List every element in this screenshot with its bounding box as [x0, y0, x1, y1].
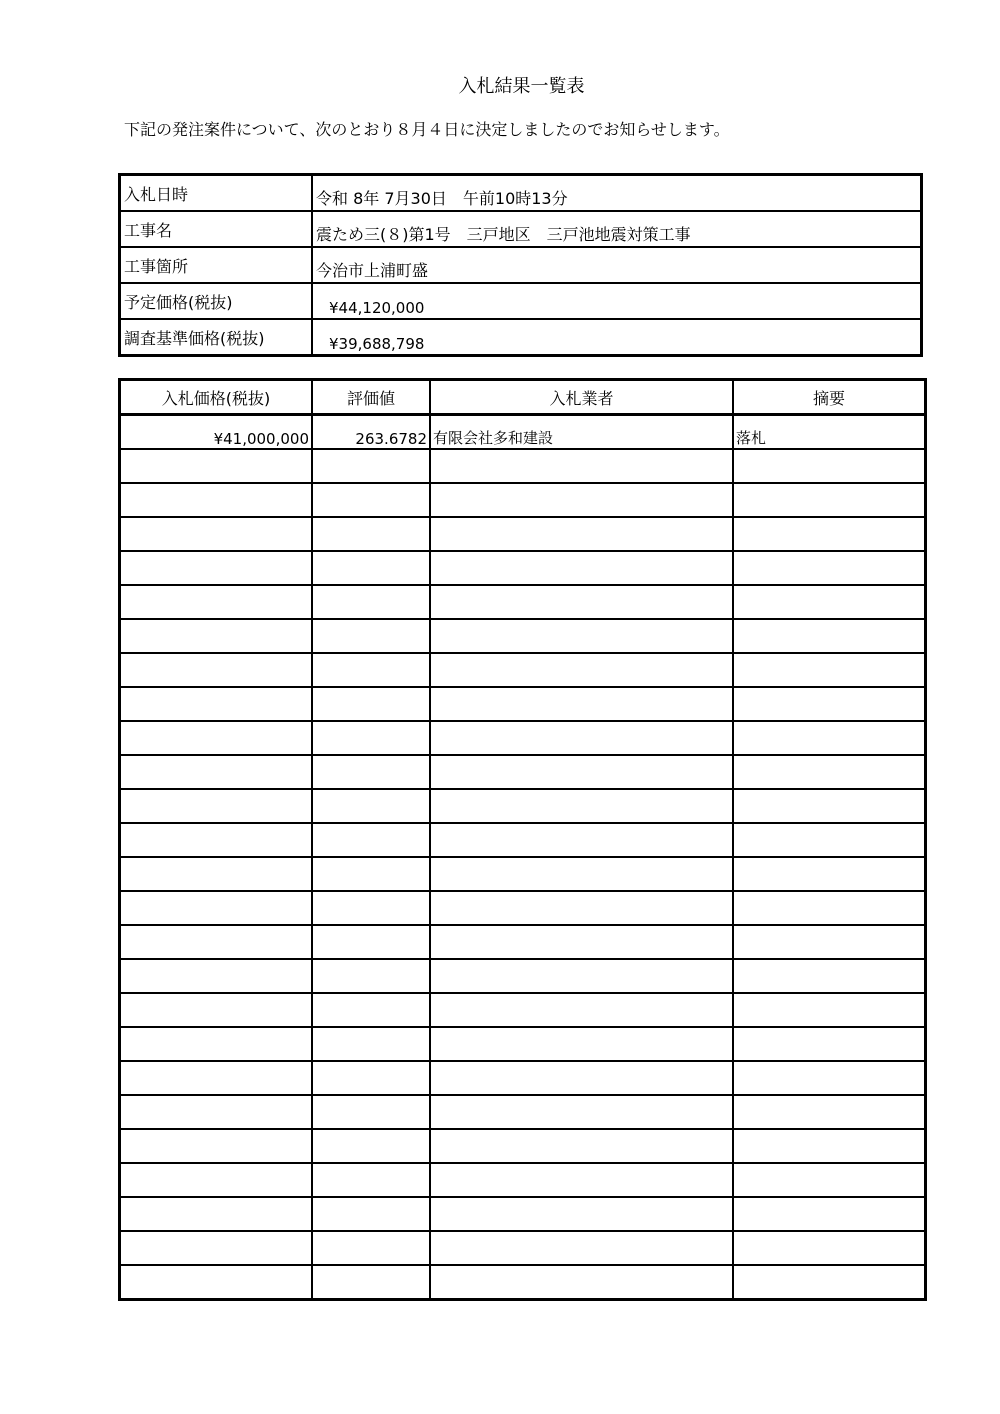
remarks-cell — [733, 993, 926, 1027]
bidder-cell — [430, 483, 733, 517]
remarks-cell — [733, 619, 926, 653]
remarks-cell — [733, 551, 926, 585]
bidder-cell — [430, 619, 733, 653]
bidder-cell — [430, 823, 733, 857]
score-cell — [312, 1163, 430, 1197]
bidder-cell — [430, 517, 733, 551]
page-title: 入札結果一覧表 — [458, 76, 585, 97]
info-row-project-name — [120, 211, 922, 247]
bid-price-cell — [120, 687, 313, 721]
bid-price-cell — [120, 1027, 313, 1061]
score-cell — [312, 1197, 430, 1231]
score-cell — [312, 449, 430, 483]
score-cell — [312, 755, 430, 789]
remarks-cell — [733, 653, 926, 687]
bid-price-cell — [120, 517, 313, 551]
table-row-empty — [120, 789, 926, 823]
remarks-cell — [733, 449, 926, 483]
score-cell — [312, 1265, 430, 1300]
remarks-cell — [733, 1197, 926, 1231]
remarks-cell — [733, 1129, 926, 1163]
bid-results-table — [118, 378, 927, 1301]
score-cell — [312, 789, 430, 823]
score-cell — [312, 483, 430, 517]
table-row-empty — [120, 619, 926, 653]
remarks-cell — [733, 755, 926, 789]
table-row-empty — [120, 1231, 926, 1265]
info-value: 令和 8年 7月30日 午前10時13分 — [312, 175, 922, 212]
info-row-base-price — [120, 319, 922, 356]
bidder-cell — [430, 449, 733, 483]
bid-price-cell — [120, 1061, 313, 1095]
score-cell — [312, 551, 430, 585]
score-cell — [312, 687, 430, 721]
bidder-cell — [430, 993, 733, 1027]
table-row-empty — [120, 721, 926, 755]
score-cell — [312, 619, 430, 653]
bid-price-cell — [120, 993, 313, 1027]
bid-price-cell — [120, 721, 313, 755]
info-row-planned-price — [120, 283, 922, 319]
remarks-cell — [733, 925, 926, 959]
remarks-cell — [733, 585, 926, 619]
score-cell — [312, 1095, 430, 1129]
score-cell — [312, 1231, 430, 1265]
bidder-cell — [430, 925, 733, 959]
bidder-cell — [430, 1095, 733, 1129]
score-cell — [312, 993, 430, 1027]
bid-price-cell — [120, 1231, 313, 1265]
remarks-cell — [733, 517, 926, 551]
info-label: 工事名 — [120, 211, 313, 247]
info-label: 予定価格(税抜) — [120, 283, 313, 319]
remarks-cell — [733, 1265, 926, 1300]
bid-price-cell — [120, 1129, 313, 1163]
table-row-empty — [120, 653, 926, 687]
score-cell — [312, 585, 430, 619]
bid-price-cell: ¥41,000,000 — [120, 415, 313, 450]
bid-price-cell — [120, 1163, 313, 1197]
remarks-cell — [733, 1095, 926, 1129]
bidder-cell — [430, 1027, 733, 1061]
table-row-empty — [120, 891, 926, 925]
bid-price-cell — [120, 483, 313, 517]
bidder-cell — [430, 1061, 733, 1095]
bidder-cell — [430, 1129, 733, 1163]
score-cell — [312, 1027, 430, 1061]
bid-price-cell — [120, 959, 313, 993]
info-value: 今治市上浦町盛 — [312, 247, 922, 283]
bidder-cell — [430, 1197, 733, 1231]
table-row-empty — [120, 449, 926, 483]
table-row-empty — [120, 1129, 926, 1163]
bidder-cell — [430, 585, 733, 619]
column-header-price: 入札価格(税抜) — [120, 380, 313, 415]
info-value: ¥39,688,798 — [312, 319, 922, 356]
table-row-empty — [120, 687, 926, 721]
bidder-cell — [430, 959, 733, 993]
bid-info-table — [118, 173, 923, 357]
bidder-cell — [430, 789, 733, 823]
table-header-row — [120, 380, 926, 415]
info-row-date — [120, 175, 922, 212]
table-row-empty — [120, 755, 926, 789]
score-cell — [312, 857, 430, 891]
score-cell — [312, 653, 430, 687]
info-label: 工事箇所 — [120, 247, 313, 283]
remarks-cell — [733, 789, 926, 823]
remarks-cell — [733, 687, 926, 721]
bidder-cell — [430, 721, 733, 755]
bid-price-cell — [120, 1095, 313, 1129]
table-row-empty — [120, 823, 926, 857]
remarks-cell — [733, 959, 926, 993]
info-row-location — [120, 247, 922, 283]
bidder-cell — [430, 1231, 733, 1265]
remarks-cell: 落札 — [733, 415, 926, 450]
table-row-empty — [120, 1163, 926, 1197]
bidder-cell — [430, 1163, 733, 1197]
bid-price-cell — [120, 1197, 313, 1231]
table-row-empty — [120, 1027, 926, 1061]
bid-price-cell — [120, 823, 313, 857]
bid-price-cell — [120, 891, 313, 925]
bid-price-cell — [120, 789, 313, 823]
table-row-empty — [120, 959, 926, 993]
score-cell — [312, 517, 430, 551]
info-value: ¥44,120,000 — [312, 283, 922, 319]
info-label: 入札日時 — [120, 175, 313, 212]
bidder-cell — [430, 653, 733, 687]
score-cell — [312, 823, 430, 857]
bid-price-cell — [120, 857, 313, 891]
info-label: 調査基準価格(税抜) — [120, 319, 313, 356]
table-row-empty — [120, 585, 926, 619]
results-body — [120, 415, 926, 1300]
bid-price-cell — [120, 551, 313, 585]
table-row-empty — [120, 993, 926, 1027]
remarks-cell — [733, 1163, 926, 1197]
score-cell — [312, 721, 430, 755]
remarks-cell — [733, 1027, 926, 1061]
score-cell: 263.6782 — [312, 415, 430, 450]
score-cell — [312, 891, 430, 925]
score-cell — [312, 1061, 430, 1095]
table-row-empty — [120, 483, 926, 517]
table-row-empty — [120, 1265, 926, 1300]
column-header-remarks: 摘要 — [733, 380, 926, 415]
remarks-cell — [733, 721, 926, 755]
table-row-empty — [120, 517, 926, 551]
bidder-cell — [430, 857, 733, 891]
bid-price-cell — [120, 585, 313, 619]
table-row-empty — [120, 551, 926, 585]
bid-price-cell — [120, 619, 313, 653]
bidder-cell: 有限会社多和建設 — [430, 415, 733, 450]
column-header-score: 評価値 — [312, 380, 430, 415]
bid-price-cell — [120, 925, 313, 959]
table-row-empty — [120, 1197, 926, 1231]
table-row-empty — [120, 925, 926, 959]
notice-text: 下記の発注案件について、次のとおり８月４日に決定しましたのでお知らせします。 — [124, 120, 730, 139]
bid-price-cell — [120, 1265, 313, 1300]
bidder-cell — [430, 687, 733, 721]
score-cell — [312, 925, 430, 959]
column-header-bidder: 入札業者 — [430, 380, 733, 415]
bid-price-cell — [120, 755, 313, 789]
bid-price-cell — [120, 449, 313, 483]
bidder-cell — [430, 755, 733, 789]
bidder-cell — [430, 891, 733, 925]
bid-price-cell — [120, 653, 313, 687]
remarks-cell — [733, 891, 926, 925]
bidder-cell — [430, 1265, 733, 1300]
remarks-cell — [733, 1061, 926, 1095]
remarks-cell — [733, 1231, 926, 1265]
table-row — [120, 415, 926, 450]
score-cell — [312, 1129, 430, 1163]
table-row-empty — [120, 857, 926, 891]
remarks-cell — [733, 823, 926, 857]
table-row-empty — [120, 1061, 926, 1095]
bidder-cell — [430, 551, 733, 585]
remarks-cell — [733, 857, 926, 891]
table-row-empty — [120, 1095, 926, 1129]
info-value: 震ため三(８)第1号 三戸地区 三戸池地震対策工事 — [312, 211, 922, 247]
score-cell — [312, 959, 430, 993]
remarks-cell — [733, 483, 926, 517]
